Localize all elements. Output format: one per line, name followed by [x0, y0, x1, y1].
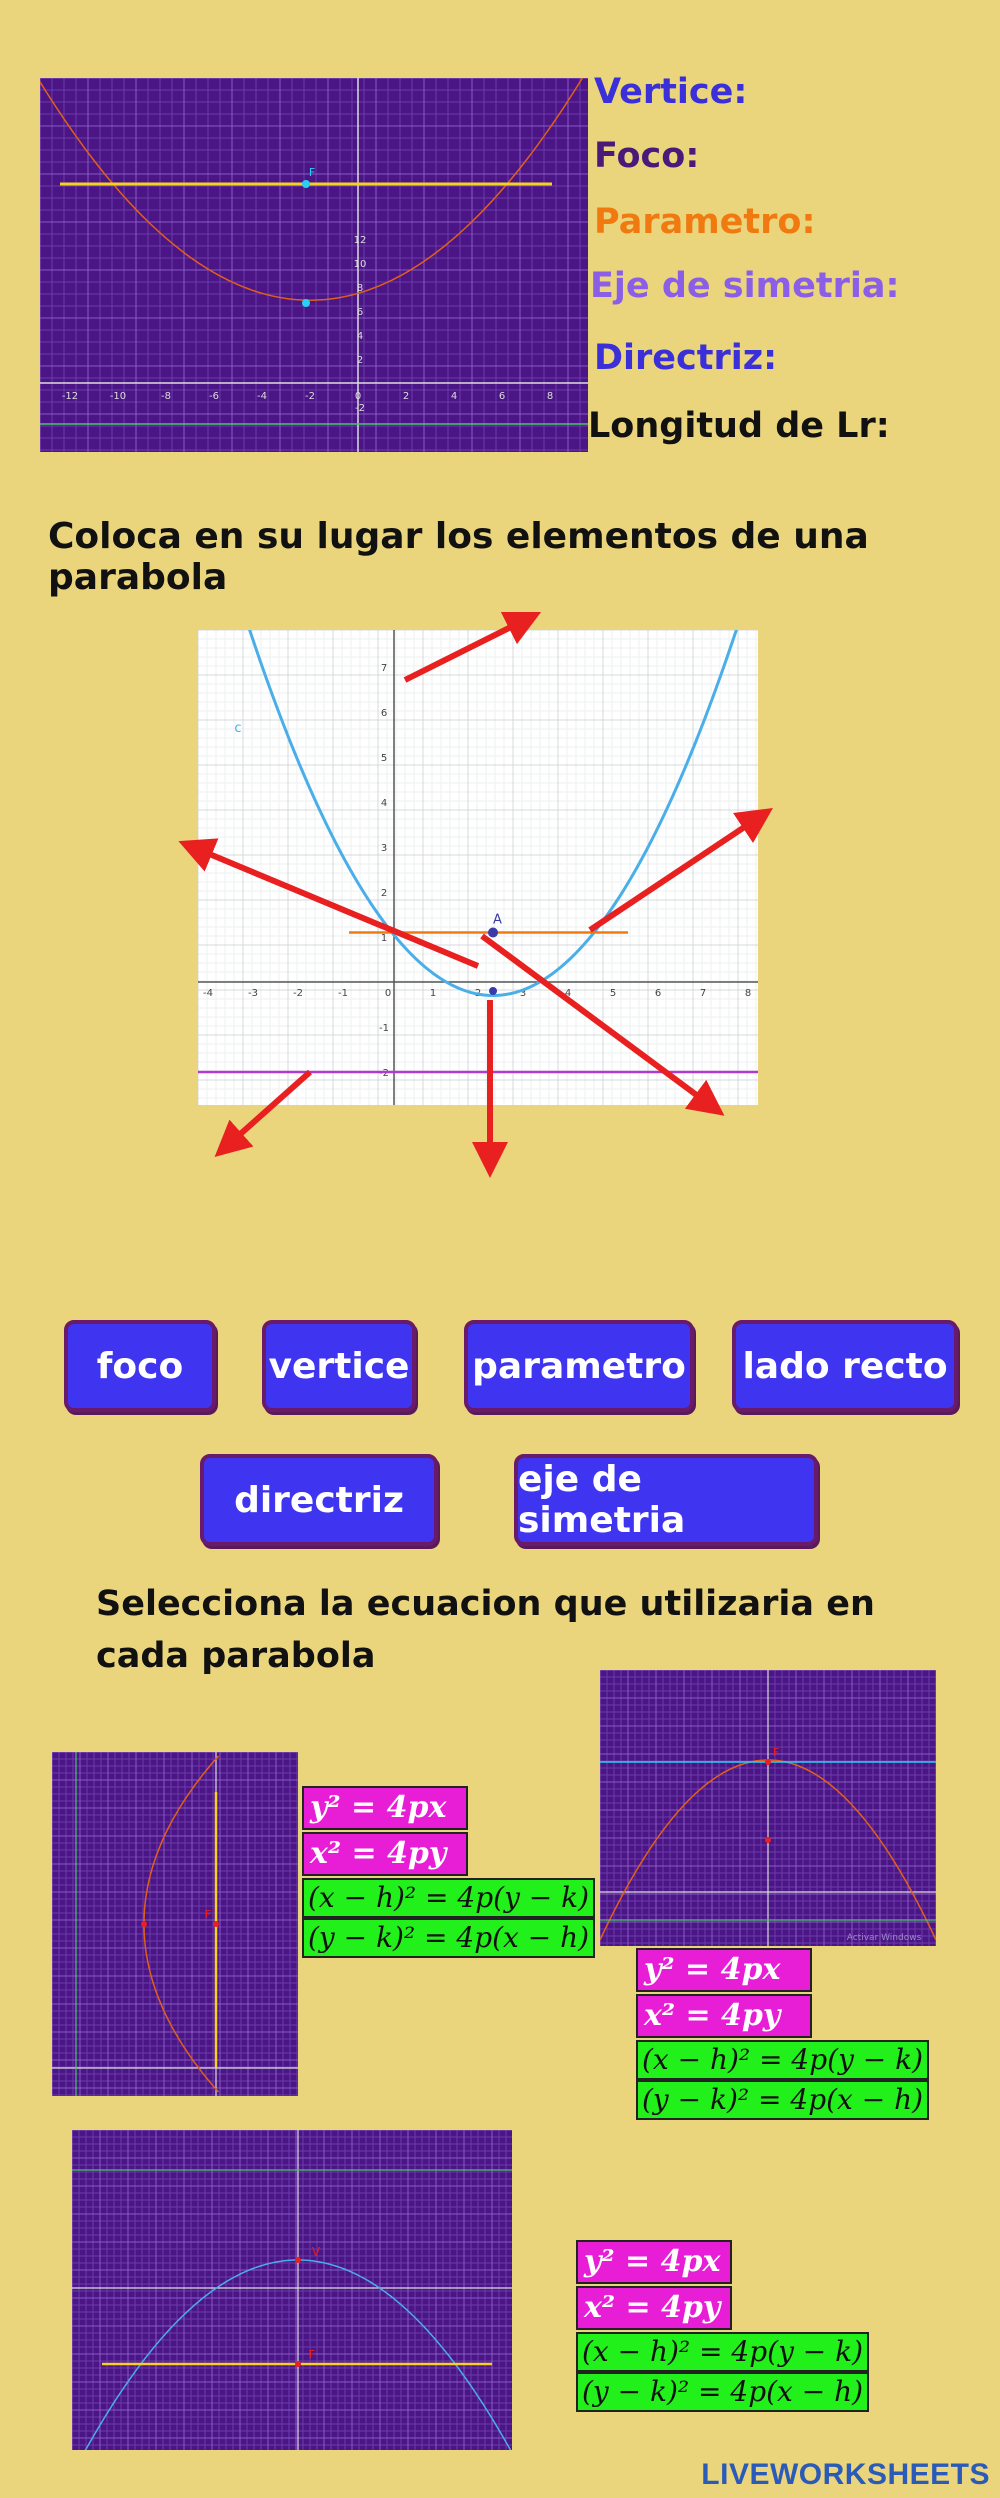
instruction-select-equation: Selecciona la ecuacion que utilizaria en cada parabola [96, 1584, 875, 1676]
g1-x-tick-label: -6 [209, 391, 219, 402]
g4-focus-point [765, 1759, 771, 1765]
g2-y-tick-label: 4 [380, 798, 388, 809]
chip-parametro[interactable]: parametro [464, 1320, 694, 1412]
g3-focus-label: F [204, 1908, 212, 1921]
g2-y-tick-label: 1 [380, 933, 388, 944]
eq-option-x2-4py[interactable]: x² = 4py [302, 1832, 468, 1876]
label-parametro: Parametro: [594, 202, 816, 242]
eq-option-y2-4px[interactable]: y² = 4px [302, 1786, 468, 1830]
g5-focus-label: F [308, 2348, 316, 2361]
eq-option-y2-4px[interactable]: y² = 4px [636, 1948, 812, 1992]
eq-option-xh-yk[interactable]: (x − h)² = 4p(y − k) [302, 1878, 595, 1918]
g1-y-tick-label: 6 [356, 307, 364, 318]
g3-focus-point [213, 1921, 219, 1927]
eq-option-x2-4py[interactable]: x² = 4py [636, 1994, 812, 2038]
drag-arrow [482, 936, 710, 1105]
eq-option-xh-yk[interactable]: (x − h)² = 4p(y − k) [636, 2040, 929, 2080]
g1-focus-label: F [308, 166, 316, 179]
label-longitud-lr: Longitud de Lr: [588, 406, 890, 446]
g1-y-tick-label: 2 [356, 355, 364, 366]
g4-watermark: Activar Windows [846, 1933, 922, 1943]
g5-focus-point [295, 2361, 301, 2367]
g2-x-tick-label: -3 [248, 988, 258, 999]
drag-target-arrows [0, 600, 1000, 1180]
g2-x-tick-label: 1 [429, 988, 437, 999]
label-eje-simetria: Eje de simetria: [590, 266, 900, 306]
g2-y-tick-label: 3 [380, 843, 388, 854]
g1-focus-point [302, 180, 310, 188]
graph-horizontal-parabola [52, 1752, 298, 2096]
g2-x-tick-label: 2 [474, 988, 482, 999]
g5-vertex-point [295, 2257, 301, 2263]
g2-x-tick-label: 4 [564, 988, 572, 999]
chip-lado-recto[interactable]: lado recto [732, 1320, 958, 1412]
eq-option-y2-4px[interactable]: y² = 4px [576, 2240, 732, 2284]
g2-y-tick-label: -1 [379, 1023, 389, 1034]
label-directriz: Directriz: [594, 338, 778, 378]
g2-x-tick-label: -1 [338, 988, 348, 999]
g2-x-tick-label: -2 [293, 988, 303, 999]
label-vertice: Vertice: [594, 72, 748, 112]
g2-y-tick-label: 5 [380, 753, 388, 764]
g3-vertex-point [141, 1921, 147, 1927]
equation-group-3 [576, 2240, 869, 2412]
drag-arrow [590, 818, 758, 930]
g2-y-tick-label: -2 [379, 1068, 389, 1079]
graph5-svg [72, 2130, 512, 2450]
g2-x-tick-label: 5 [609, 988, 617, 999]
g1-x-tick-label: 8 [546, 391, 554, 402]
g1-y-tick-label: -2 [355, 403, 365, 414]
drag-arrow [228, 1072, 310, 1145]
liveworksheets-logo: LIVEWORKSHEETS [701, 2458, 990, 2491]
graph4-svg [600, 1670, 936, 1946]
g2-y-tick-label: 6 [380, 708, 388, 719]
g2-point-a-label: A [493, 912, 502, 928]
chip-directriz[interactable]: directriz [200, 1454, 438, 1546]
graph-downward-parabola [72, 2130, 512, 2450]
g1-y-tick-label: 4 [356, 331, 364, 342]
instruction-place-elements: Coloca en su lugar los elementos de una parabola [48, 516, 869, 598]
g2-x-tick-label: 6 [654, 988, 662, 999]
eq-option-yk-xh[interactable]: (y − k)² = 4p(x − h) [302, 1918, 595, 1958]
drag-arrow [195, 848, 478, 966]
graph-upward-parabola [600, 1670, 936, 1946]
g2-x-tick-label: 8 [744, 988, 752, 999]
chip-eje-simetria[interactable]: eje de simetria [514, 1454, 818, 1546]
top-graph-svg [40, 78, 588, 452]
label-foco: Foco: [594, 136, 700, 176]
g1-x-tick-label: -2 [305, 391, 315, 402]
g1-y-tick-label: 8 [356, 283, 364, 294]
g2-x-tick-label: 0 [384, 988, 392, 999]
g1-x-tick-label: 0 [354, 391, 362, 402]
top-parabola-graph [40, 78, 588, 452]
chip-foco[interactable]: foco [64, 1320, 216, 1412]
g4-vertex-point [765, 1837, 771, 1843]
g2-x-tick-label: 3 [519, 988, 527, 999]
drag-arrow [405, 620, 525, 680]
g1-x-tick-label: -12 [61, 391, 79, 402]
g2-x-tick-label: 7 [699, 988, 707, 999]
g2-y-tick-label: 7 [380, 663, 388, 674]
g1-y-tick-label: 12 [353, 235, 367, 246]
g1-y-tick-label: 10 [353, 259, 367, 270]
g4-focus-label: F [772, 1746, 780, 1759]
g1-x-tick-label: 4 [450, 391, 458, 402]
g1-x-tick-label: 6 [498, 391, 506, 402]
equation-group-2 [636, 1948, 929, 2120]
g1-x-tick-label: 2 [402, 391, 410, 402]
g2-x-tick-label: -4 [203, 988, 213, 999]
g1-x-tick-label: -4 [257, 391, 267, 402]
g2-y-tick-label: 2 [380, 888, 388, 899]
g2-curve-label: c [234, 721, 242, 736]
eq-option-x2-4py[interactable]: x² = 4py [576, 2286, 732, 2330]
graph3-svg [52, 1752, 298, 2096]
eq-option-xh-yk[interactable]: (x − h)² = 4p(y − k) [576, 2332, 869, 2372]
eq-option-yk-xh[interactable]: (y − k)² = 4p(x − h) [576, 2372, 869, 2412]
g1-parabola [40, 78, 588, 300]
g1-vertex-point [302, 299, 310, 307]
chip-vertice[interactable]: vertice [262, 1320, 416, 1412]
g3-parabola [144, 1756, 219, 2092]
eq-option-yk-xh[interactable]: (y − k)² = 4p(x − h) [636, 2080, 929, 2120]
g1-x-tick-label: -8 [161, 391, 171, 402]
g5-vertex-label: V [311, 2245, 321, 2259]
g1-x-tick-label: -10 [109, 391, 127, 402]
equation-group-1 [302, 1786, 595, 1958]
